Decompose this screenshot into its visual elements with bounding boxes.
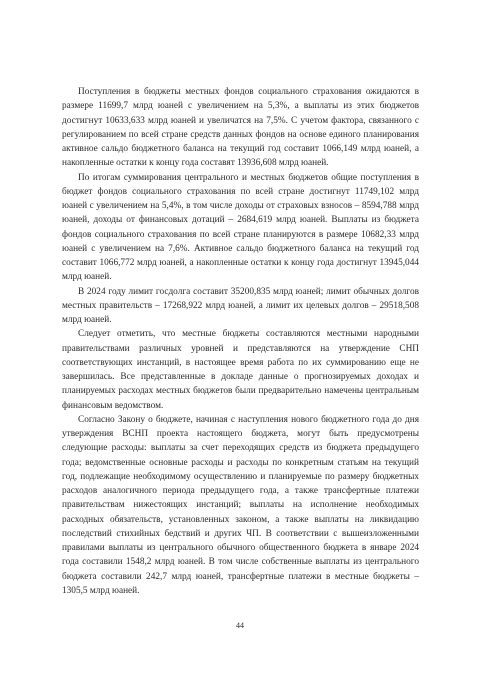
page-number: 44 [236, 621, 244, 630]
body-text [62, 85, 419, 598]
paragraph-debt-limits: В 2024 году лимит госдолга составит 35200,835 млрд юаней; лимит обычных долгов местных правительств – 17268,922 млрд юаней, а лимит их целевых долгов – 29518,508 млрд юаней. [62, 286, 419, 325]
paragraph-budget-law: Согласно Закону о бюджете, начиная с наступления нового бюджетного года до дня утверждения ВСНП проекта настоящего бюджета, могут быть предусмотрены следующие расходы: выплаты за счет переходящих средств из бюджета предыдущего года; ведомственные основные расходы и расходы по конкретным статьям на текущий год, подлежащие необходимому осуществлению и планируемые по размеру бюджетных расходов аналогичного периода предыдущего года, а также трансфертные платежи правительствам нижестоящих инстанций; выплаты на исполнение необходимых расходных обязательств, установленных законом, а также выплаты на ликвидацию последствий стихийных бедствий и других ЧП. В соответствии с вышеизложенными правилами выплаты из центрального обычного общественного бюджета в январе 2024 года составили 1548,2 млрд юаней. В том числе собственные выплаты из центрального бюджета составили 242,7 млрд юаней, трансфертные платежи в местные бюджеты – 1305,5 млрд юаней. [62, 414, 419, 596]
paragraph-local-funds: Поступления в бюджеты местных фондов социального страхования ожидаются в размере 11699,7 млрд юаней с увеличением на 5,3%, а выплаты из этих бюджетов достигнут 10633,633 млрд юаней и увеличатся на 7,5%. С учетом фактора, связанного с регулированием по всей стране средств данных фондов на основе единого планирования активное сальдо бюджетного баланса на текущий год составит 1066,149 млрд юаней, а накопленные остатки к концу года составят 13936,608 млрд юаней. [62, 87, 419, 169]
paragraph-note-local-budgets: Следует отметить, что местные бюджеты составляются местными народными правительствами различных уровней и представляются на утверждение СНП соответствующих инстанций, в настоящее время работа по их суммированию еще не завершилась. Все представленные в докладе данные о прогнозируемых доходах и планируемых расходах местных бюджетов были предварительно намечены центральным финансовым ведомством. [62, 329, 419, 411]
paragraph-combined-budgets: По итогам суммирования центрального и местных бюджетов общие поступления в бюджет фондов социального страхования по всей стране достигнут 11749,102 млрд юаней с увеличением на 5,4%, в том числе доходы от страховых взносов – 8594,788 млрд юаней, доходы от финансовых дотаций – 2684,619 млрд юаней. Выплаты из бюджета фондов социального страхования по всей стране планируются в размере 10682,33 млрд юаней с увеличением на 7,6%. Активное сальдо бюджетного баланса на текущий год составит 1066,772 млрд юаней, а накопленные остатки к концу года достигнут 13945,044 млрд юаней. [62, 172, 419, 283]
